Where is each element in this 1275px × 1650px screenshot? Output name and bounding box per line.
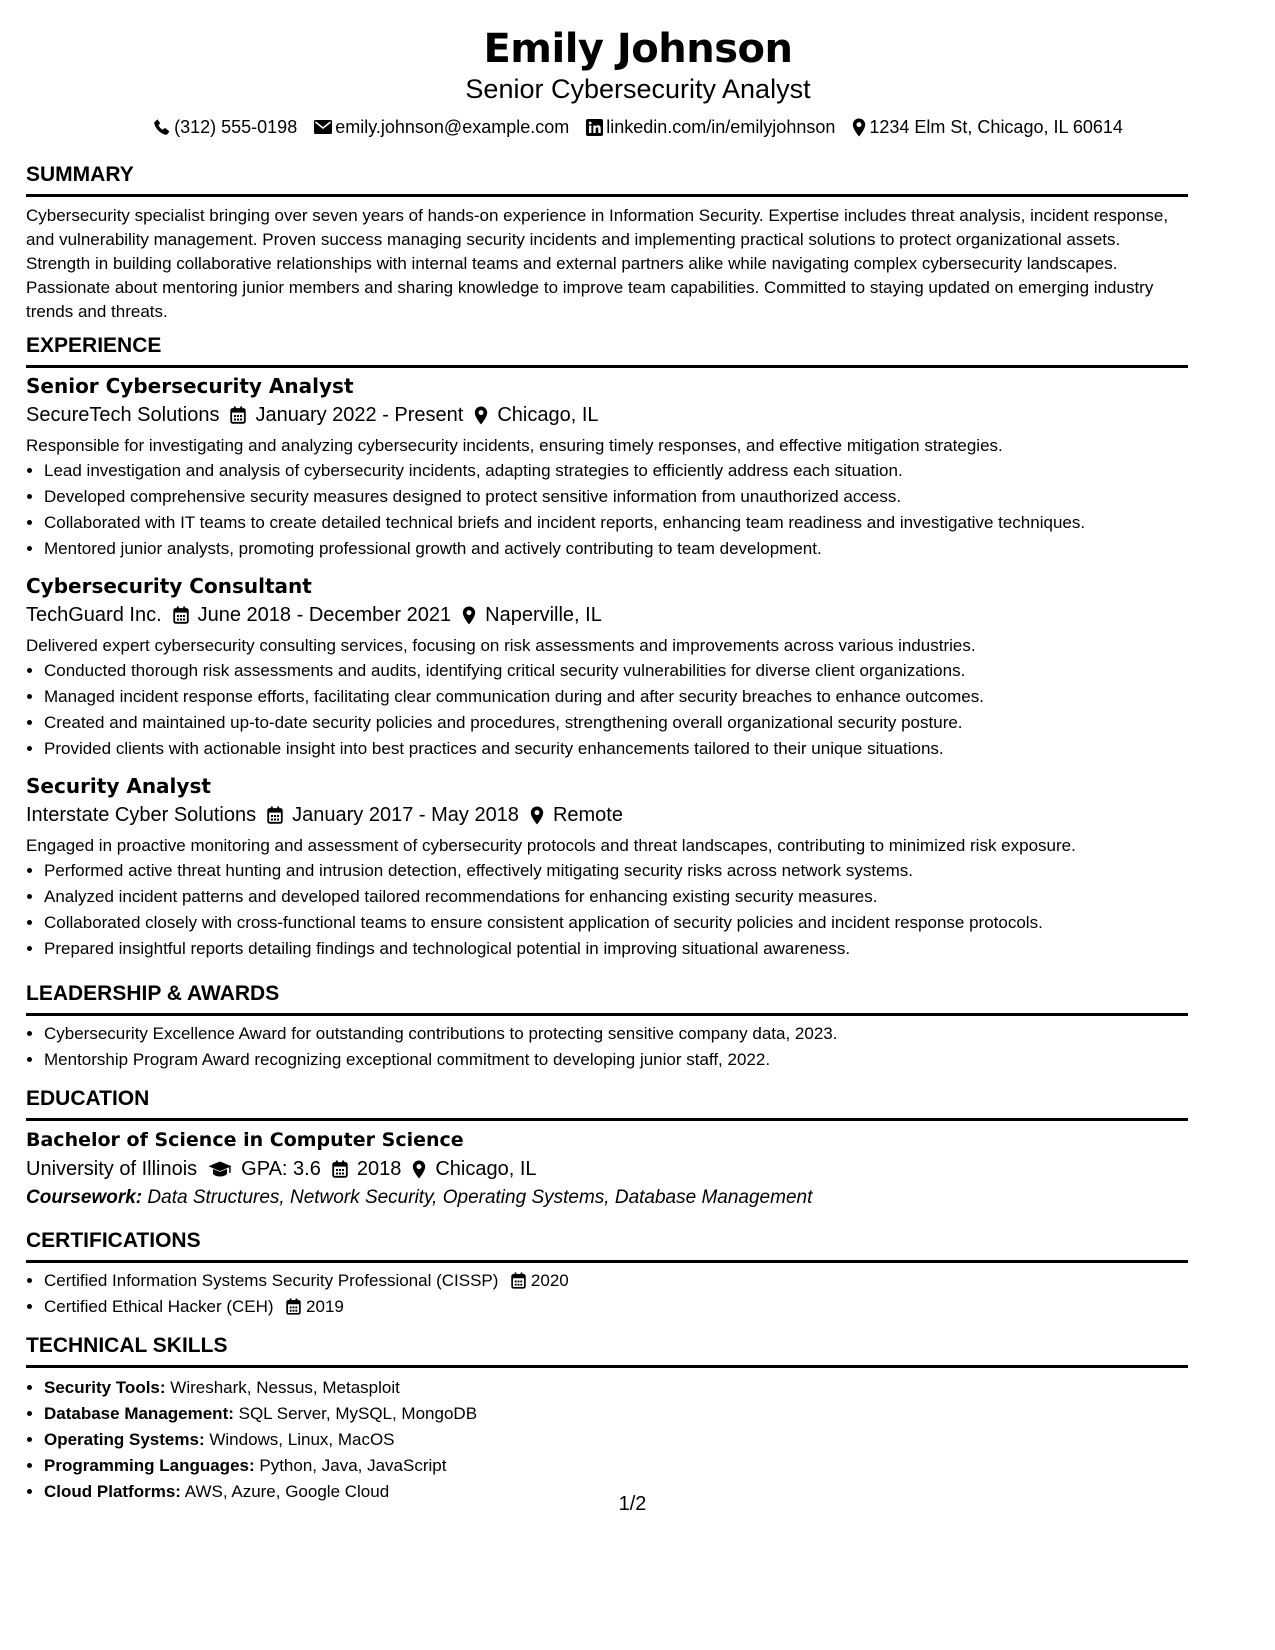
skill-item: [44, 1453, 1188, 1479]
job-bullet: • Collaborated closely with cross-functional teams to ensure consistent application of security policies and incident response protocols.: [44, 910, 1188, 936]
contact-email[interactable]: [314, 115, 569, 139]
contact-linkedin[interactable]: [586, 115, 835, 139]
certifications-heading: CERTIFICATIONS: [26, 1228, 1188, 1263]
award-item: • Mentorship Program Award recognizing exceptional commitment to developing junior staff, 2022.: [44, 1047, 1188, 1073]
job-bullet: • Performed active threat hunting and intrusion detection, effectively mitigating security risks across network systems.: [44, 858, 1188, 884]
skill-value: Wireshark, Nessus, Metasploit: [170, 1378, 400, 1397]
job-bullets: [26, 458, 1188, 562]
job-entry: [26, 372, 1188, 562]
skills-heading: TECHNICAL SKILLS: [26, 1333, 1188, 1368]
job-entry: [26, 572, 1188, 762]
job-bullet: • Created and maintained up-to-date security policies and procedures, strengthening overall organizational security posture.: [44, 710, 1188, 736]
job-description: Delivered expert cybersecurity consulting services, focusing on risk assessments and improvements across various industries.: [26, 636, 976, 655]
skill-label: Cloud Platforms:: [44, 1482, 181, 1501]
job-title: Security Analyst: [26, 774, 211, 798]
calendar-icon: [230, 406, 246, 424]
skill-label: Programming Languages:: [44, 1456, 255, 1475]
certification-name: Certified Ethical Hacker (CEH): [44, 1297, 274, 1316]
address-text: 1234 Elm St, Chicago, IL 60614: [869, 117, 1123, 137]
contact-address: [852, 115, 1123, 139]
resume-header: [26, 0, 1250, 139]
job-location: Chicago, IL: [497, 404, 599, 426]
job-location: Remote: [552, 804, 623, 826]
education-meta: [26, 1154, 1188, 1184]
skill-value: SQL Server, MySQL, MongoDB: [238, 1404, 478, 1423]
skill-item: [44, 1427, 1188, 1453]
graduation-year: 2018: [356, 1158, 402, 1180]
job-bullets: [26, 858, 1188, 962]
job-company: TechGuard Inc.: [26, 604, 162, 626]
certification-name: Certified Information Systems Security Professional (CISSP): [44, 1271, 499, 1290]
linkedin-text: linkedin.com/in/emilyjohnson: [606, 117, 836, 137]
certification-year: 2019: [306, 1297, 344, 1316]
job-entry: [26, 772, 1188, 962]
job-location: Naperville, IL: [485, 604, 602, 626]
calendar-icon: [332, 1160, 348, 1178]
skill-item: [44, 1401, 1188, 1427]
job-dates: January 2017 - May 2018: [292, 804, 519, 826]
skills-list: [26, 1375, 1188, 1505]
award-item: • Cybersecurity Excellence Award for outstanding contributions to protecting sensitive company data, 2023.: [44, 1021, 1188, 1047]
calendar-icon: [173, 606, 189, 624]
job-bullet: • Managed incident response efforts, facilitating clear communication during and after security breaches to enhance outcomes.: [44, 684, 1188, 710]
job-dates: January 2022 - Present: [255, 404, 464, 426]
job-bullet: • Conducted thorough risk assessments and audits, identifying critical security vulnerabilities for diverse client organizations.: [44, 658, 1188, 684]
calendar-icon: [267, 806, 283, 824]
school-name: University of Illinois: [26, 1158, 198, 1180]
certifications-list: [26, 1268, 1188, 1320]
email-text: emily.johnson@example.com: [335, 117, 570, 137]
job-meta: [26, 800, 1188, 830]
job-bullet: • Analyzed incident patterns and developed tailored recommendations for enhancing existing security measures.: [44, 884, 1188, 910]
education-section: [26, 1086, 1188, 1212]
gpa: GPA: 3.6: [241, 1158, 321, 1180]
skill-label: Operating Systems:: [44, 1430, 205, 1449]
job-description: Engaged in proactive monitoring and assessment of cybersecurity protocols and threat landscapes, contributing to minimized risk exposure.: [26, 836, 1076, 855]
phone-text: (312) 555-0198: [174, 117, 298, 137]
degree-title: Bachelor of Science in Computer Science: [26, 1129, 464, 1151]
skill-label: Security Tools:: [44, 1378, 166, 1397]
candidate-name: Emily Johnson: [483, 26, 793, 72]
job-bullet: • Collaborated with IT teams to create detailed technical briefs and incident reports, enhancing team readiness and investigative techniques.: [44, 510, 1188, 536]
job-meta: [26, 400, 1188, 430]
summary-section: [26, 162, 1188, 324]
certification-item: [44, 1294, 1188, 1320]
summary-text: Cybersecurity specialist bringing over seven years of hands-on experience in Information Security. Expertise includes threat analysis, incident response, and vulnerability management. Proven success managing security incidents and implementing practical solutions to protect organizational assets. Strength in building collaborative relationships with internal teams and external partners alike while navigating complex cybersecurity landscapes. Passionate about mentoring junior members and sharing knowledge to improve team capabilities. Committed to staying updated on emerging industry trends and threats.: [26, 206, 1169, 321]
map-pin-icon: [530, 806, 544, 825]
job-description: Responsible for investigating and analyzing cybersecurity incidents, ensuring timely responses, and effective mitigation strategies.: [26, 436, 1003, 455]
page-number: 1/2: [618, 1493, 647, 1515]
certifications-section: [26, 1228, 1188, 1320]
skills-section: [26, 1333, 1188, 1505]
school-location: Chicago, IL: [435, 1158, 537, 1180]
graduation-cap-icon: [208, 1161, 232, 1177]
experience-section: [26, 333, 1188, 962]
job-dates: June 2018 - December 2021: [197, 604, 452, 626]
map-pin-icon: [852, 118, 866, 137]
experience-heading: EXPERIENCE: [26, 333, 1188, 368]
contact-phone[interactable]: [153, 115, 297, 139]
job-title: Senior Cybersecurity Analyst: [26, 374, 354, 398]
job-bullets: [26, 658, 1188, 762]
map-pin-icon: [462, 606, 476, 625]
linkedin-icon: [586, 119, 603, 136]
candidate-title: Senior Cybersecurity Analyst: [465, 74, 811, 104]
map-pin-icon: [412, 1160, 426, 1179]
leadership-heading: LEADERSHIP & AWARDS: [26, 981, 1188, 1016]
job-bullet: • Developed comprehensive security measures designed to protect sensitive information from unauthorized access.: [44, 484, 1188, 510]
resume-page: [26, 0, 1250, 1515]
job-company: Interstate Cyber Solutions: [26, 804, 257, 826]
awards-list: [26, 1021, 1188, 1073]
skill-value: Python, Java, JavaScript: [259, 1456, 447, 1475]
summary-heading: SUMMARY: [26, 162, 1188, 197]
skill-value: Windows, Linux, MacOS: [209, 1430, 395, 1449]
job-bullet: • Lead investigation and analysis of cybersecurity incidents, adapting strategies to efficiently address each situation.: [44, 458, 1188, 484]
job-title: Cybersecurity Consultant: [26, 574, 312, 598]
job-meta: [26, 600, 1188, 630]
skill-item: [44, 1375, 1188, 1401]
skill-value: AWS, Azure, Google Cloud: [184, 1482, 390, 1501]
certification-item: [44, 1268, 1188, 1294]
certification-year: 2020: [530, 1271, 569, 1290]
skill-label: Database Management:: [44, 1404, 234, 1423]
calendar-icon: [511, 1272, 526, 1289]
job-bullet: • Mentored junior analysts, promoting professional growth and actively contributing to team development.: [44, 536, 1188, 562]
job-bullet: • Prepared insightful reports detailing findings and technological potential in improving situational awareness.: [44, 936, 1188, 962]
envelope-icon: [314, 120, 332, 134]
map-pin-icon: [474, 406, 488, 425]
phone-icon: [153, 118, 171, 136]
calendar-icon: [286, 1298, 301, 1315]
contact-row: [26, 115, 1250, 139]
education-heading: EDUCATION: [26, 1086, 1188, 1121]
job-company: SecureTech Solutions: [26, 404, 220, 426]
coursework-text: Data Structures, Network Security, Operating Systems, Database Management: [147, 1187, 813, 1208]
job-bullet: • Provided clients with actionable insight into best practices and security enhancements tailored to their unique situations.: [44, 736, 1188, 762]
leadership-section: [26, 981, 1188, 1073]
coursework: [26, 1184, 1188, 1212]
coursework-label: Coursework:: [26, 1187, 143, 1208]
